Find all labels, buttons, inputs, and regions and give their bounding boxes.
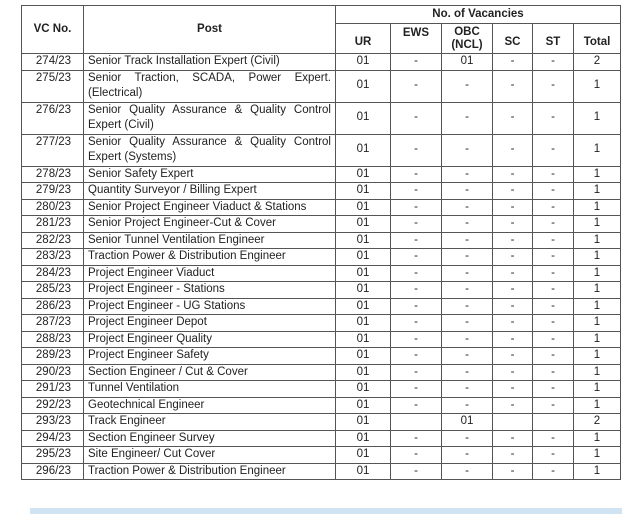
vc-cell: 278/23 (22, 166, 84, 183)
ur-cell: 01 (336, 282, 391, 299)
vc-cell: 279/23 (22, 183, 84, 200)
ews-cell: - (391, 430, 442, 447)
sc-cell: - (493, 397, 533, 414)
obc-cell: - (442, 216, 493, 233)
ews-cell: - (391, 282, 442, 299)
vc-cell: 275/23 (22, 70, 84, 102)
post-cell: Senior Quality Assurance & Quality Control Expert (Civil) (84, 102, 336, 134)
total-cell: 1 (574, 298, 621, 315)
sc-cell: - (493, 102, 533, 134)
ur-cell: 01 (336, 414, 391, 431)
post-cell: Project Engineer - Stations (84, 282, 336, 299)
obc-cell: - (442, 364, 493, 381)
ur-cell: 01 (336, 315, 391, 332)
ur-cell: 01 (336, 298, 391, 315)
obc-cell: - (442, 331, 493, 348)
sc-cell: - (493, 134, 533, 166)
st-cell: - (533, 463, 574, 480)
vc-cell: 294/23 (22, 430, 84, 447)
total-cell: 1 (574, 381, 621, 398)
vacancy-table-body (22, 54, 621, 480)
vc-cell: 295/23 (22, 447, 84, 464)
vc-cell: 292/23 (22, 397, 84, 414)
vc-cell: 291/23 (22, 381, 84, 398)
st-cell: - (533, 282, 574, 299)
ews-cell: - (391, 364, 442, 381)
post-cell: Traction Power & Distribution Engineer (84, 463, 336, 480)
header-vacancies: No. of Vacancies (336, 6, 621, 24)
table-row (22, 183, 621, 200)
sc-cell: - (493, 265, 533, 282)
total-cell: 1 (574, 282, 621, 299)
header-ur: UR (336, 24, 391, 54)
post-cell: Site Engineer/ Cut Cover (84, 447, 336, 464)
obc-cell: - (442, 183, 493, 200)
obc-cell: 01 (442, 54, 493, 71)
table-row (22, 249, 621, 266)
obc-cell: - (442, 298, 493, 315)
ews-cell: - (391, 70, 442, 102)
vc-cell: 285/23 (22, 282, 84, 299)
st-cell: - (533, 183, 574, 200)
obc-cell: - (442, 166, 493, 183)
total-cell: 2 (574, 54, 621, 71)
st-cell: - (533, 54, 574, 71)
sc-cell: - (493, 216, 533, 233)
post-cell: Project Engineer Quality (84, 331, 336, 348)
ur-cell: 01 (336, 102, 391, 134)
post-cell: Senior Safety Expert (84, 166, 336, 183)
obc-cell: 01 (442, 414, 493, 431)
ur-cell: 01 (336, 447, 391, 464)
table-row (22, 348, 621, 365)
table-row (22, 216, 621, 233)
total-cell: 1 (574, 364, 621, 381)
table-row (22, 134, 621, 166)
table-row (22, 282, 621, 299)
ur-cell: 01 (336, 397, 391, 414)
vc-cell: 289/23 (22, 348, 84, 365)
header-ews: EWS (391, 24, 442, 54)
sc-cell: - (493, 381, 533, 398)
header-total: Total (574, 24, 621, 54)
total-cell: 1 (574, 463, 621, 480)
ur-cell: 01 (336, 265, 391, 282)
st-cell: - (533, 70, 574, 102)
sc-cell: - (493, 54, 533, 71)
vc-cell: 276/23 (22, 102, 84, 134)
vc-cell: 284/23 (22, 265, 84, 282)
sc-cell: - (493, 463, 533, 480)
obc-cell: - (442, 381, 493, 398)
ur-cell: 01 (336, 364, 391, 381)
ews-cell: - (391, 381, 442, 398)
sc-cell: - (493, 364, 533, 381)
ur-cell: 01 (336, 54, 391, 71)
ews-cell: - (391, 102, 442, 134)
ur-cell: 01 (336, 430, 391, 447)
total-cell: 1 (574, 397, 621, 414)
st-cell: - (533, 216, 574, 233)
total-cell: 1 (574, 102, 621, 134)
post-cell: Project Engineer Viaduct (84, 265, 336, 282)
vc-cell: 283/23 (22, 249, 84, 266)
total-cell: 1 (574, 265, 621, 282)
post-cell: Track Engineer (84, 414, 336, 431)
total-cell: 1 (574, 183, 621, 200)
sc-cell: - (493, 331, 533, 348)
total-cell: 1 (574, 447, 621, 464)
obc-cell: - (442, 447, 493, 464)
ur-cell: 01 (336, 381, 391, 398)
total-cell: 1 (574, 249, 621, 266)
st-cell: - (533, 331, 574, 348)
table-row (22, 315, 621, 332)
sc-cell: - (493, 166, 533, 183)
table-row (22, 298, 621, 315)
header-obc-sub: (NCL) (451, 38, 483, 51)
ur-cell: 01 (336, 134, 391, 166)
obc-cell: - (442, 102, 493, 134)
ur-cell: 01 (336, 249, 391, 266)
bottom-divider-bar (30, 508, 622, 514)
header-obc-label: OBC (454, 25, 480, 38)
total-cell: 1 (574, 331, 621, 348)
post-cell: Senior Project Engineer-Cut & Cover (84, 216, 336, 233)
obc-cell: - (442, 430, 493, 447)
obc-cell: - (442, 397, 493, 414)
ur-cell: 01 (336, 166, 391, 183)
st-cell: - (533, 166, 574, 183)
sc-cell: - (493, 315, 533, 332)
sc-cell (493, 414, 533, 431)
table-row (22, 331, 621, 348)
header-post: Post (84, 6, 336, 54)
ur-cell: 01 (336, 199, 391, 216)
vc-cell: 287/23 (22, 315, 84, 332)
st-cell: - (533, 265, 574, 282)
obc-cell: - (442, 134, 493, 166)
ur-cell: 01 (336, 463, 391, 480)
post-cell: Section Engineer / Cut & Cover (84, 364, 336, 381)
st-cell: - (533, 381, 574, 398)
table-row (22, 447, 621, 464)
obc-cell: - (442, 249, 493, 266)
ur-cell: 01 (336, 348, 391, 365)
ews-cell: - (391, 348, 442, 365)
ews-cell (391, 414, 442, 431)
st-cell: - (533, 348, 574, 365)
st-cell: - (533, 102, 574, 134)
post-cell: Section Engineer Survey (84, 430, 336, 447)
vc-cell: 282/23 (22, 232, 84, 249)
ur-cell: 01 (336, 232, 391, 249)
ur-cell: 01 (336, 70, 391, 102)
ur-cell: 01 (336, 183, 391, 200)
post-cell: Senior Quality Assurance & Quality Control Expert (Systems) (84, 134, 336, 166)
ews-cell: - (391, 447, 442, 464)
sc-cell: - (493, 447, 533, 464)
total-cell: 1 (574, 232, 621, 249)
st-cell: - (533, 199, 574, 216)
obc-cell: - (442, 199, 493, 216)
table-row (22, 102, 621, 134)
st-cell: - (533, 134, 574, 166)
total-cell: 1 (574, 134, 621, 166)
vc-cell: 281/23 (22, 216, 84, 233)
total-cell: 1 (574, 216, 621, 233)
table-row (22, 70, 621, 102)
post-cell: Geotechnical Engineer (84, 397, 336, 414)
obc-cell: - (442, 232, 493, 249)
sc-cell: - (493, 298, 533, 315)
sc-cell: - (493, 430, 533, 447)
vc-cell: 280/23 (22, 199, 84, 216)
ews-cell: - (391, 183, 442, 200)
sc-cell: - (493, 232, 533, 249)
ews-cell: - (391, 54, 442, 71)
table-row (22, 397, 621, 414)
total-cell: 1 (574, 348, 621, 365)
total-cell: 1 (574, 315, 621, 332)
obc-cell: - (442, 463, 493, 480)
header-sc: SC (493, 24, 533, 54)
post-cell: Project Engineer Safety (84, 348, 336, 365)
vc-cell: 296/23 (22, 463, 84, 480)
post-cell: Senior Project Engineer Viaduct & Stations (84, 199, 336, 216)
post-cell: Senior Traction, SCADA, Power Expert. (Electrical) (84, 70, 336, 102)
ews-cell: - (391, 463, 442, 480)
table-row (22, 265, 621, 282)
ews-cell: - (391, 315, 442, 332)
obc-cell: - (442, 70, 493, 102)
total-cell: 1 (574, 199, 621, 216)
obc-cell: - (442, 282, 493, 299)
vc-cell: 290/23 (22, 364, 84, 381)
st-cell: - (533, 232, 574, 249)
ews-cell: - (391, 397, 442, 414)
vc-cell: 293/23 (22, 414, 84, 431)
total-cell: 1 (574, 70, 621, 102)
header-vc-no: VC No. (22, 6, 84, 54)
ews-cell: - (391, 331, 442, 348)
ews-cell: - (391, 166, 442, 183)
st-cell: - (533, 447, 574, 464)
obc-cell: - (442, 265, 493, 282)
obc-cell: - (442, 315, 493, 332)
table-row (22, 364, 621, 381)
vc-cell: 288/23 (22, 331, 84, 348)
ews-cell: - (391, 199, 442, 216)
sc-cell: - (493, 249, 533, 266)
total-cell: 2 (574, 414, 621, 431)
table-row (22, 463, 621, 480)
table-row (22, 54, 621, 71)
header-st: ST (533, 24, 574, 54)
st-cell: - (533, 397, 574, 414)
sc-cell: - (493, 183, 533, 200)
vc-cell: 274/23 (22, 54, 84, 71)
st-cell: - (533, 430, 574, 447)
post-cell: Tunnel Ventilation (84, 381, 336, 398)
table-row (22, 199, 621, 216)
ews-cell: - (391, 265, 442, 282)
vc-cell: 286/23 (22, 298, 84, 315)
sc-cell: - (493, 199, 533, 216)
st-cell: - (533, 298, 574, 315)
st-cell: - (533, 364, 574, 381)
post-cell: Quantity Surveyor / Billing Expert (84, 183, 336, 200)
ews-cell: - (391, 249, 442, 266)
st-cell: - (533, 315, 574, 332)
post-cell: Traction Power & Distribution Engineer (84, 249, 336, 266)
ur-cell: 01 (336, 331, 391, 348)
header-obc (442, 24, 493, 54)
post-cell: Project Engineer - UG Stations (84, 298, 336, 315)
sc-cell: - (493, 348, 533, 365)
st-cell (533, 414, 574, 431)
vacancy-table (21, 5, 621, 480)
ews-cell: - (391, 232, 442, 249)
table-row (22, 430, 621, 447)
ur-cell: 01 (336, 216, 391, 233)
post-cell: Project Engineer Depot (84, 315, 336, 332)
st-cell: - (533, 249, 574, 266)
post-cell: Senior Tunnel Ventilation Engineer (84, 232, 336, 249)
sc-cell: - (493, 282, 533, 299)
post-cell: Senior Track Installation Expert (Civil) (84, 54, 336, 71)
total-cell: 1 (574, 430, 621, 447)
obc-cell: - (442, 348, 493, 365)
table-row (22, 232, 621, 249)
ews-cell: - (391, 216, 442, 233)
table-row (22, 166, 621, 183)
sc-cell: - (493, 70, 533, 102)
ews-cell: - (391, 298, 442, 315)
table-row (22, 381, 621, 398)
ews-cell: - (391, 134, 442, 166)
table-row (22, 414, 621, 431)
vc-cell: 277/23 (22, 134, 84, 166)
total-cell: 1 (574, 166, 621, 183)
